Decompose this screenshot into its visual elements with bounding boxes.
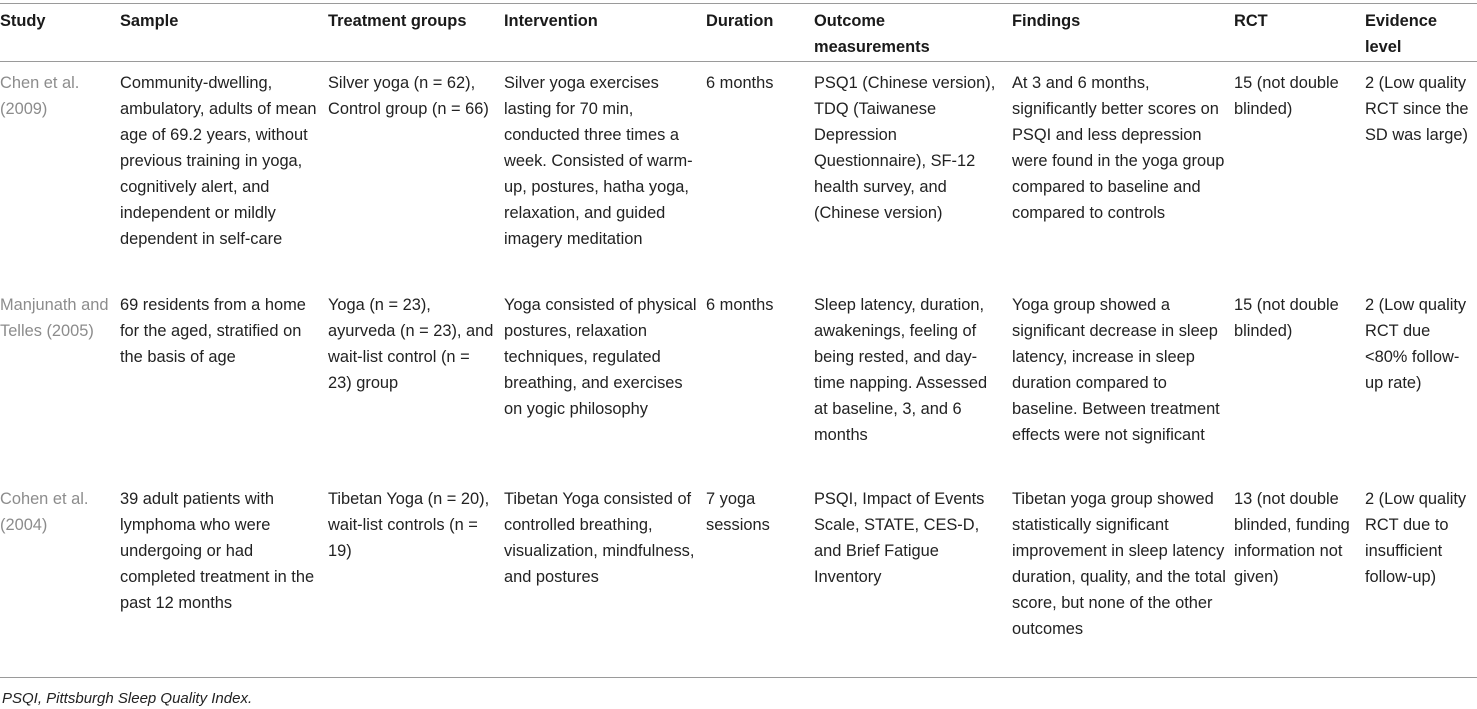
header-sample: Sample <box>120 12 179 30</box>
cell-findings: Yoga group showed a significant decrease in sleep latency, increase in sleep duration compared to baseline. Between treatment effects were not significant <box>1012 296 1220 444</box>
cell-outcome-measurements: Sleep latency, duration, awakenings, feeling of being rested, and day-time napping. Assessed at baseline, 3, and 6 months <box>814 296 988 444</box>
header-outcome-measurements: Outcome measurements <box>814 12 930 56</box>
cell-rct: 15 (not double blinded) <box>1234 74 1339 118</box>
cell-duration: 6 months <box>706 296 774 314</box>
cell-evidence-level: 2 (Low quality RCT due to insufficient follow-up) <box>1365 490 1467 586</box>
cell-study: Manjunath and Telles (2005) <box>0 296 109 340</box>
table-bottom-rule <box>0 677 1477 678</box>
cell-intervention: Tibetan Yoga consisted of controlled breathing, visualization, mindfulness, and postures <box>504 490 695 586</box>
cell-rct: 15 (not double blinded) <box>1234 296 1339 340</box>
header-study: Study <box>0 12 46 30</box>
cell-outcome-measurements: PSQ1 (Chinese version), TDQ (Taiwanese Depression Questionnaire), SF-12 health survey, and (Chinese version) <box>814 74 996 222</box>
studies-table <box>0 8 1477 642</box>
table-row <box>0 281 1477 475</box>
table-header-row <box>0 8 1477 61</box>
table-row <box>0 475 1477 642</box>
cell-evidence-level: 2 (Low quality RCT due <80% follow-up rate) <box>1365 296 1467 392</box>
cell-treatment-groups: Silver yoga (n = 62), Control group (n = 66) <box>328 74 489 118</box>
cell-sample: 39 adult patients with lymphoma who were undergoing or had completed treatment in the past 12 months <box>120 490 315 612</box>
cell-sample: 69 residents from a home for the aged, stratified on the basis of age <box>120 296 306 366</box>
cell-intervention: Silver yoga exercises lasting for 70 min, conducted three times a week. Consisted of warm-up, postures, hatha yoga, relaxation, and guided imagery meditation <box>504 74 693 248</box>
cell-findings: Tibetan yoga group showed statistically significant improvement in sleep latency duration, quality, and the total score, but none of the other outcomes <box>1012 490 1226 638</box>
cell-treatment-groups: Tibetan Yoga (n = 20), wait-list controls (n = 19) <box>328 490 490 560</box>
table-top-rule <box>0 3 1477 4</box>
cell-findings: At 3 and 6 months, significantly better scores on PSQI and less depression were found in the yoga group compared to baseline and compared to controls <box>1012 74 1225 222</box>
header-duration: Duration <box>706 12 774 30</box>
cell-intervention: Yoga consisted of physical postures, relaxation techniques, regulated breathing, and exercises on yogic philosophy <box>504 296 697 418</box>
cell-evidence-level: 2 (Low quality RCT since the SD was large) <box>1365 74 1469 144</box>
cell-study: Chen et al. (2009) <box>0 74 80 118</box>
cell-outcome-measurements: PSQI, Impact of Events Scale, STATE, CES-D, and Brief Fatigue Inventory <box>814 490 985 586</box>
cell-sample: Community-dwelling, ambulatory, adults of mean age of 69.2 years, without previous training in yoga, cognitively alert, and independent or mildly dependent in self-care <box>120 74 317 248</box>
header-intervention: Intervention <box>504 12 598 30</box>
header-rct: RCT <box>1234 12 1268 30</box>
cell-duration: 6 months <box>706 74 774 92</box>
cell-rct: 13 (not double blinded, funding information not given) <box>1234 490 1350 586</box>
cell-treatment-groups: Yoga (n = 23), ayurveda (n = 23), and wait-list control (n = 23) group <box>328 296 494 392</box>
cell-study: Cohen et al. (2004) <box>0 490 89 534</box>
table-row <box>0 61 1477 281</box>
header-findings: Findings <box>1012 12 1081 30</box>
cell-duration: 7 yoga sessions <box>706 490 770 534</box>
header-evidence-level: Evidence level <box>1365 12 1437 56</box>
header-treatment-groups: Treatment groups <box>328 12 467 30</box>
table-footnote: PSQI, Pittsburgh Sleep Quality Index. <box>2 690 253 707</box>
